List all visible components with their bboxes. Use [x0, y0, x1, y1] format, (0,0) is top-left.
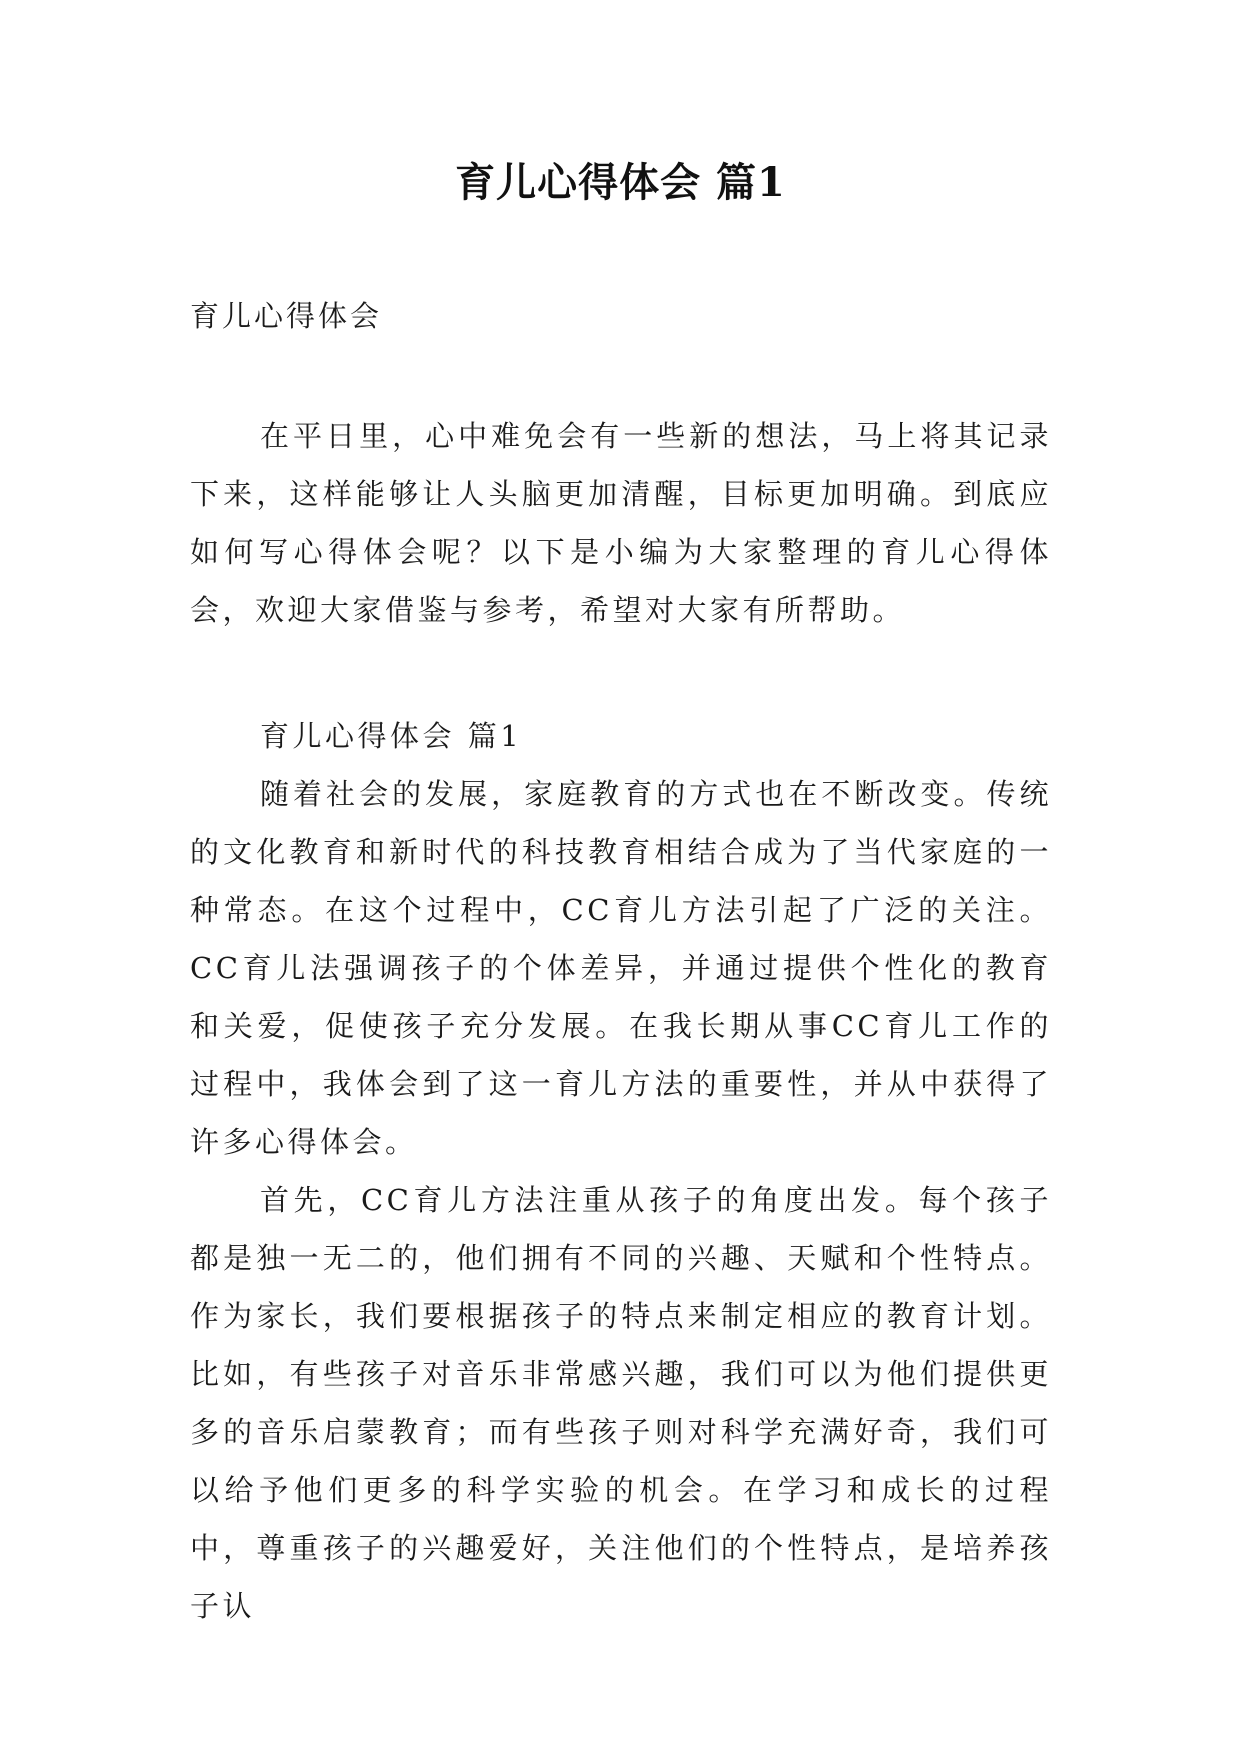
body-paragraph: 随着社会的发展，家庭教育的方式也在不断改变。传统的文化教育和新时代的科技教育相结合成为了当代家庭的一种常态。在这个过程中，CC育儿方法引起了广泛的关注。CC育儿法强调孩子的个体差异，并通过提供个性化的教育和关爱，促使孩子充分发展。在我长期从事CC育儿工作的过程中，我体会到了这一育儿方法的重要性，并从中获得了许多心得体会。 [190, 777, 1052, 1159]
intro-paragraph: 在平日里，心中难免会有一些新的想法，马上将其记录下来，这样能够让人头脑更加清醒，目标更加明确。到底应如何写心得体会呢？以下是小编为大家整理的育儿心得体会，欢迎大家借鉴与参考，希望对大家有所帮助。 [190, 419, 1052, 627]
document-subtitle: 育儿心得体会 [190, 299, 383, 333]
body-paragraph: 首先，CC育儿方法注重从孩子的角度出发。每个孩子都是独一无二的，他们拥有不同的兴趣、天赋和个性特点。作为家长，我们要根据孩子的特点来制定相应的教育计划。比如，有些孩子对音乐非常感兴趣，我们可以为他们提供更多的音乐启蒙教育；而有些孩子则对科学充满好奇，我们可以给予他们更多的科学实验的机会。在学习和成长的过程中，尊重孩子的兴趣爱好，关注他们的个性特点，是培养孩子认 [190, 1183, 1052, 1623]
section-heading: 育儿心得体会 篇1 [260, 719, 523, 753]
document-title: 育儿心得体会 篇1 [455, 159, 786, 206]
